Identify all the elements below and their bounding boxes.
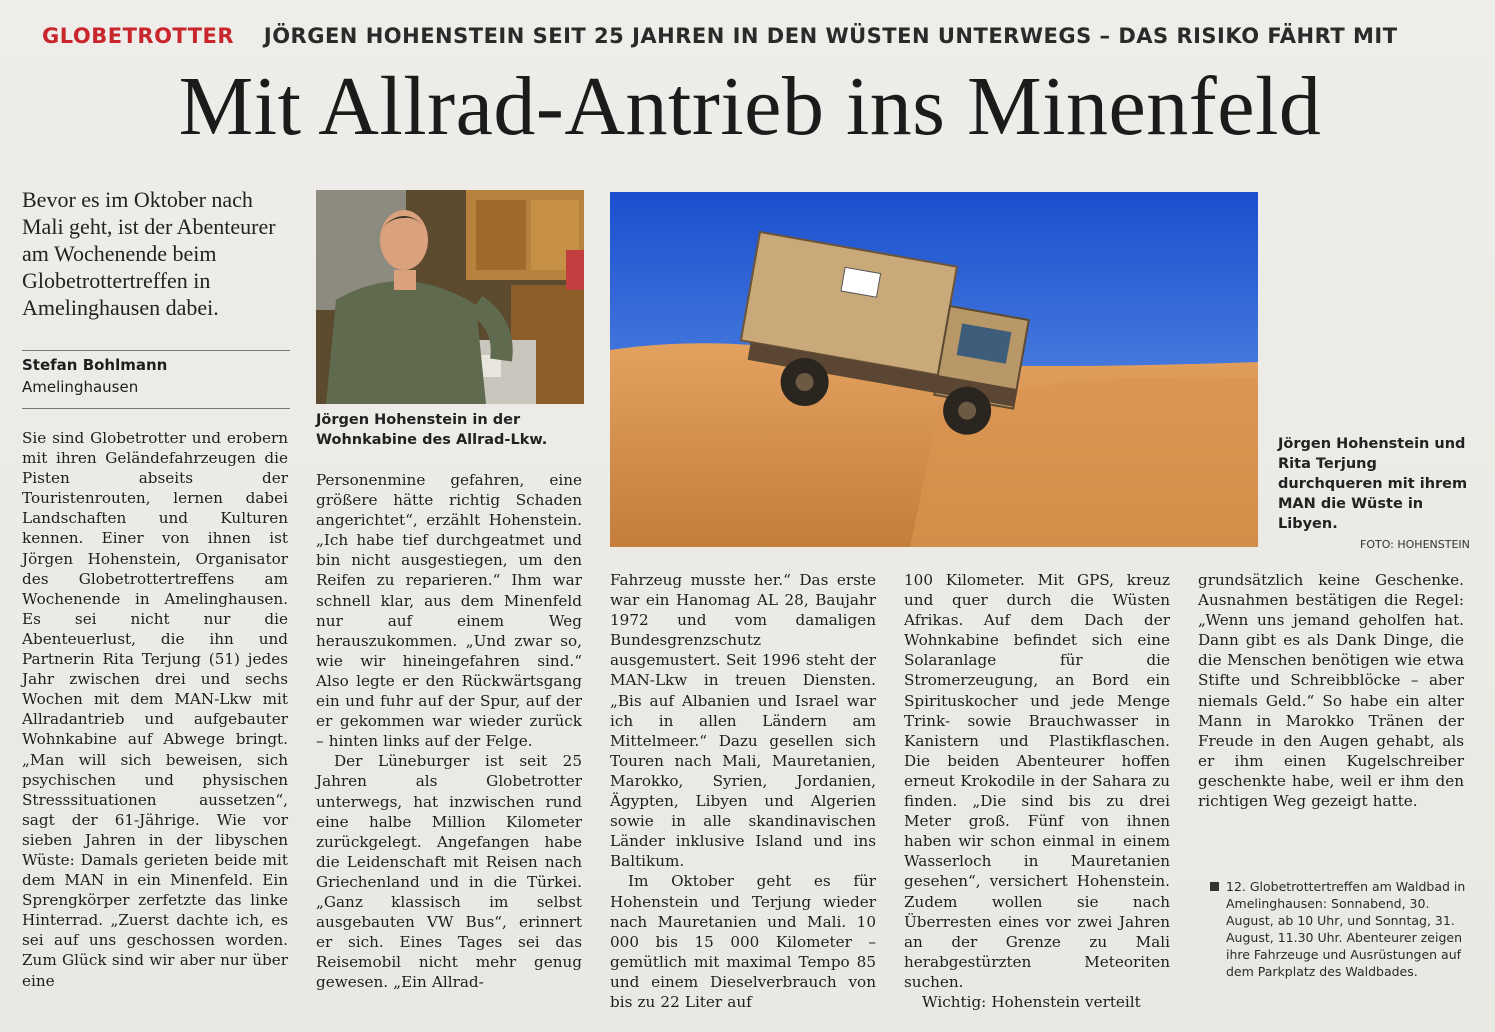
article-column-3 — [610, 570, 876, 1012]
square-bullet-icon — [1210, 882, 1219, 891]
byline-rule — [22, 350, 290, 351]
column-5-paragraph: grundsätzlich keine Geschenke. Ausnahmen bestätigen die Regel: „Wenn uns jemand geholfen hat. Dann gibt es als Dank Dinge, die die Menschen benötigen wie etwa Stifte und Schreibblöcke – aber niemals Geld.“ So habe ein alter Mann in Marokko Tränen der Freude in den Augen gehabt, als er ihm einen Kugelschreiber geschenkte habe, weil er ihm den richtigen Weg gezeigt hatte. — [1198, 571, 1464, 811]
column-3-paragraph-2: Im Oktober geht es für Hohenstein und Terjung wieder nach Mauretanien und Mali. 10 000 bis 15 000 Kilometer – gemütlich mit maximal Tempo 85 und einem Dieselverbrauch von bis zu 22 Liter auf — [610, 872, 876, 1011]
column-1-paragraph: Sie sind Globetrotter und erobern mit ihren Geländefahrzeugen die Pisten abseits der Touristenrouten, lernen dabei Landschaften und Kulturen kennen. Einer von ihnen ist Jörgen Hohenstein, Organisator des Globetrottertreffens am Wochenende in Amelinghausen. Es sei nicht nur die Abenteuerlust, die ihn und Partnerin Rita Terjung (51) jedes Jahr zwischen drei und sechs Wochen mit dem MAN-Lkw mit Allradantrieb und aufgebauter Wohnkabine auf Abwege bringt. „Man will sich beweisen, sich psychischen und physischen Stresssituationen aussetzen“, sagt der 61-Jährige. Wie vor sieben Jahren in der libyschen Wüste: Damals gerieten beide mit dem MAN in ein Minenfeld. Ein Sprengkörper zerfetzte das linke Hinterrad. „Zuerst dachte ich, es sei auf uns geschossen worden. Zum Glück sind wir aber nur über eine — [22, 429, 288, 990]
article-column-2 — [316, 470, 582, 992]
article-column-5 — [1198, 570, 1464, 811]
rubric-label: GLOBETROTTER — [42, 24, 235, 48]
byline-author: Stefan Bohlmann — [22, 356, 168, 374]
byline-rule-bottom — [22, 408, 290, 409]
event-infobox — [1210, 878, 1472, 980]
byline-place: Amelinghausen — [22, 378, 139, 396]
photo-truck-on-dune — [610, 192, 1258, 547]
column-4-paragraph-1: 100 Kilometer. Mit GPS, kreuz und quer durch die Wüsten Afrikas. Auf dem Dach der Wohnkabine befindet sich eine Solaranlage für die Stromerzeugung, an Bord ein Spirituskocher und jede Menge Trink- sowie Brauchwasser in Kanistern und Plastikflaschen. Die beiden Abenteurer hoffen erneut Krokodile in der Sahara zu finden. „Die sind bis zu drei Meter groß. Fünf von ihnen haben wir schon einmal in einem Wasserloch in Mauretanien gesehen“, versichert Hohenstein. Zudem wollen sie nach Überresten eines vor zwei Jahren an der Grenze zu Mali herabgestürzten Meteoriten suchen. — [904, 571, 1170, 991]
photo1-caption: Jörgen Hohenstein in der Wohnkabine des Allrad-Lkw. — [316, 412, 548, 448]
photo2-credit: FOTO: HOHENSTEIN — [1360, 538, 1470, 551]
column-2-paragraph-2: Der Lüneburger ist seit 25 Jahren als Globetrotter unterwegs, hat inzwischen rund eine halbe Million Kilometer zurückgelegt. Angefangen habe die Leidenschaft mit Reisen nach Griechenland und in die Türkei. „Ganz klassisch im selbst ausgebauten VW Bus“, erinnert er sich. Eines Tages sei das Reisemobil nicht mehr genug gewesen. „Ein Allrad- — [316, 752, 582, 992]
photo-man-in-camper — [316, 190, 584, 404]
photo-man-in-camper-image — [316, 190, 584, 404]
kicker-text: JÖRGEN HOHENSTEIN SEIT 25 JAHREN IN DEN WÜSTEN UNTERWEGS – DAS RISIKO FÄHRT MIT — [263, 24, 1398, 48]
headline: Mit Allrad-Antrieb ins Minenfeld — [178, 60, 1322, 153]
teaser: Bevor es im Oktober nach Mali geht, ist der Abenteurer am Wochenende beim Globetrottertreffen in Amelinghausen dabei. — [22, 187, 276, 320]
column-3-paragraph-1: Fahrzeug musste her.“ Das erste war ein Hanomag AL 28, Baujahr 1972 und vom damaligen Bundesgrenzschutz ausgemustert. Seit 1996 steht der MAN-Lkw in treuen Diensten. „Bis auf Albanien und Israel war ich in allen Ländern am Mittelmeer.“ Dazu gesellen sich Touren nach Mali, Mauretanien, Marokko, Syrien, Jordanien, Ägypten, Libyen und Algerien sowie in alle skandinavischen Länder inklusive Island und ins Baltikum. — [610, 571, 876, 871]
article-column-4 — [904, 570, 1170, 1012]
column-4-paragraph-2: Wichtig: Hohenstein verteilt — [922, 992, 1141, 1011]
photo2-caption: Jörgen Hohenstein und Rita Terjung durchqueren mit ihrem MAN die Wüste in Libyen. — [1278, 436, 1468, 532]
infobox-text: 12. Globetrottertreffen am Waldbad in Amelinghausen: Sonnabend, 30. August, ab 10 Uhr, und Sonntag, 31. August, 11.30 Uhr. Abenteurer zeigen ihre Fahrzeuge und Ausrüstungen auf dem Parkplatz des Waldbades. — [1226, 879, 1466, 979]
photo-truck-on-dune-image — [610, 192, 1258, 547]
kicker-line — [42, 24, 1462, 48]
column-2-paragraph-1: Personenmine gefahren, eine größere hätte richtig Schaden angerichtet“, erzählt Hohenstein. „Ich habe tief durchgeatmet und bin nicht ausgestiegen, um den Reifen zu reparieren.“ Ihm war schnell klar, aus dem Minenfeld nur auf einem Weg herauszukommen. „Und zwar so, wie wir hineingefahren sind.“ Also legte er den Rückwärtsgang ein und fuhr auf der Spur, auf der er gekommen war wieder zurück – hinten links auf der Felge. — [316, 471, 582, 751]
article-column-1 — [22, 428, 288, 991]
